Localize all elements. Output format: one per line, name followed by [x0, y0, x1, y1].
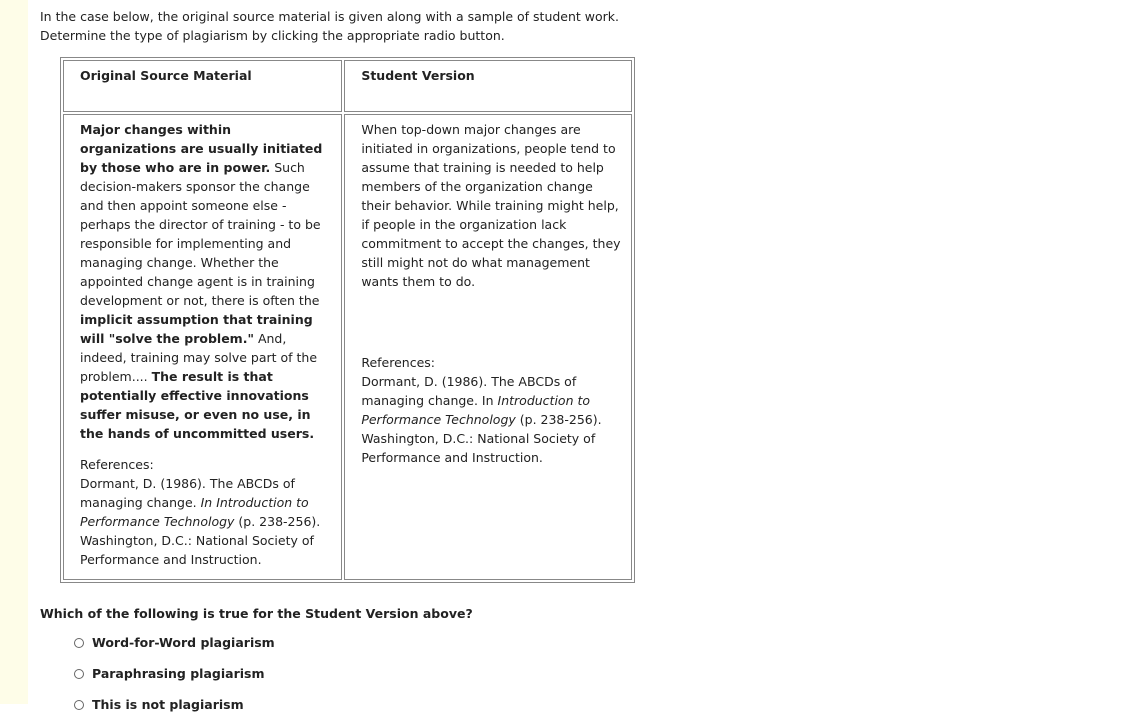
- original-bold-3: The result is that potentially effective innovations suffer misuse, or even no use, in the hands of uncommitted users.: [80, 369, 315, 441]
- original-text-1: Such decision-makers sponsor the change and then appoint someone else - perhaps the director of training - to be responsible for implementing and managing change. Whether the appointed change agent is in training development or not, there is often the: [80, 160, 321, 308]
- header-original-source: Original Source Material: [63, 60, 342, 112]
- option-label: This is not plagiarism: [92, 697, 244, 712]
- original-ref-title: References:: [80, 457, 154, 472]
- original-source-cell: [63, 114, 342, 580]
- student-version-cell: [344, 114, 632, 580]
- option-label: Word-for-Word plagiarism: [92, 635, 275, 650]
- student-ref-italic: Introduction to Performance Technology: [361, 393, 591, 427]
- comparison-table: [60, 57, 635, 583]
- header-student-version: Student Version: [344, 60, 632, 112]
- original-ref-a: Dormant, D. (1986). The ABCDs of managing change.: [80, 476, 295, 510]
- original-ref-c: (p. 238-256). Washington, D.C.: National Society of Performance and Instruction.: [80, 514, 321, 567]
- radio-button[interactable]: [74, 638, 84, 648]
- table-header-row: [63, 60, 632, 112]
- question-content: [40, 7, 1120, 720]
- student-ref-title: References:: [361, 355, 435, 370]
- original-ref-italic: In Introduction to Performance Technology: [80, 495, 309, 529]
- option-not-plagiarism[interactable]: [74, 689, 1120, 720]
- original-bold-2: implicit assumption that training will "solve the problem.": [80, 312, 313, 346]
- left-margin-strip: [0, 0, 28, 704]
- original-text-2: And, indeed, training may solve part of the problem....: [80, 331, 318, 384]
- table-body-row: [63, 114, 632, 580]
- instructions: [40, 7, 1120, 45]
- student-references: [361, 353, 621, 467]
- instructions-line-2: Determine the type of plagiarism by clicking the appropriate radio button.: [40, 28, 505, 43]
- option-label: Paraphrasing plagiarism: [92, 666, 265, 681]
- radio-button[interactable]: [74, 669, 84, 679]
- radio-button[interactable]: [74, 700, 84, 710]
- original-bold-1: Major changes within organizations are usually initiated by those who are in power.: [80, 122, 323, 175]
- option-word-for-word[interactable]: [74, 627, 1120, 658]
- option-paraphrasing[interactable]: [74, 658, 1120, 689]
- original-passage: [80, 120, 331, 443]
- student-ref-a: Dormant, D. (1986). The ABCDs of managing change. In: [361, 374, 577, 408]
- student-passage: When top-down major changes are initiated in organizations, people tend to assume that training is needed to help members of the organization change their behavior. While training might help, if people in the organization lack commitment to accept the changes, they still might not do what management wants them to do.: [361, 122, 621, 289]
- instructions-line-1: In the case below, the original source material is given along with a sample of student work.: [40, 9, 620, 24]
- student-ref-c: (p. 238-256). Washington, D.C.: National Society of Performance and Instruction.: [361, 412, 602, 465]
- original-references: [80, 455, 331, 569]
- question-text: Which of the following is true for the Student Version above?: [40, 606, 473, 621]
- answer-options: [74, 627, 1120, 720]
